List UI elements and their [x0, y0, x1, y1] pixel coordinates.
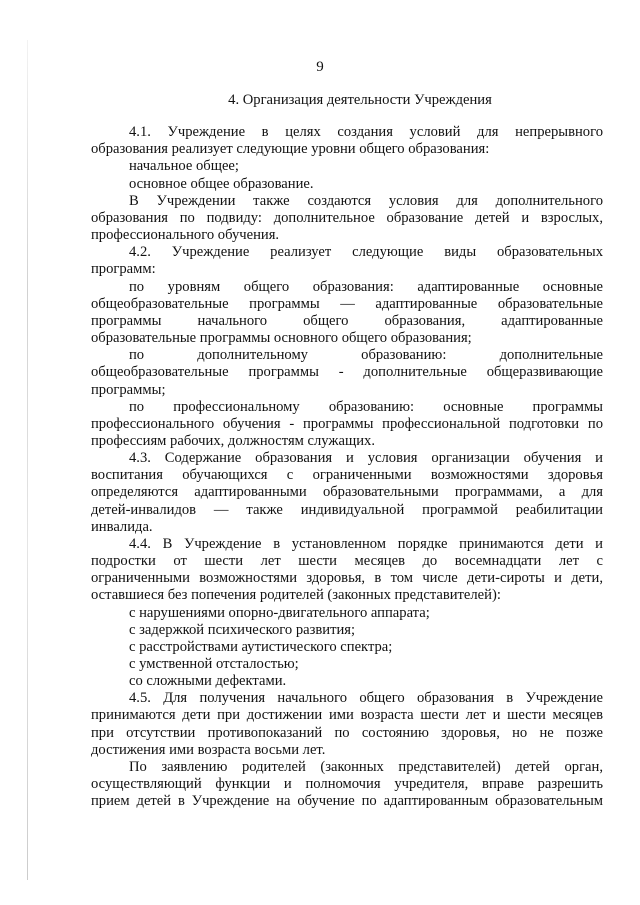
scan-edge-shadow: [27, 40, 28, 880]
text-line: подростки от шести лет шести месяцев до восемнадцати лет с: [91, 553, 603, 570]
text-line: программы начального общего образования, адаптированные: [91, 312, 603, 329]
text-line: программ:: [91, 261, 156, 278]
text-line: В Учреждении также создаются условия для дополнительного: [129, 192, 603, 209]
text-line: с умственной отсталостью;: [129, 656, 299, 672]
text-line: воспитания обучающихся с ограниченными возможностями здоровья: [91, 467, 603, 484]
text-line: с расстройствами аутистического спектра;: [129, 638, 393, 655]
text-line: прием детей в Учреждение на обучение по адаптированным образовательным: [91, 793, 603, 810]
text-line: со сложными дефектами.: [129, 673, 287, 690]
text-line: детей-инвалидов — также индивидуальной программой реабилитации: [91, 501, 603, 518]
text-line: образования реализует следующие уровни общего образования:: [91, 141, 490, 158]
text-line: общеобразовательные программы — адаптированные образовательные: [91, 295, 603, 312]
text-line: образовательные программы основного общего образования;: [91, 330, 472, 347]
text-line: образования по подвиду: дополнительное образование детей и взрослых,: [91, 209, 603, 226]
text-line: профессионального обучения - программы профессиональной подготовки по: [91, 415, 603, 432]
text-line: 4.2. Учреждение реализует следующие виды образовательных: [129, 244, 603, 261]
text-line: профессиям рабочих, должностям служащих.: [91, 432, 375, 449]
section-heading: 4. Организация деятельности Учреждения: [228, 92, 492, 108]
page-number: 9: [316, 59, 324, 75]
text-line: осуществляющий функции и полномочия учредителя, вправе разрешить: [91, 776, 603, 793]
text-line: 4.4. В Учреждение в установленном порядке принимаются дети и: [129, 535, 603, 552]
text-line: принимаются дети при достижении ими возраста шести лет и шести месяцев: [91, 707, 603, 724]
text-line: определяются адаптированными образовательными программами, а для: [91, 484, 603, 501]
text-line: 4.3. Содержание образования и условия организации обучения и: [129, 450, 603, 467]
text-line: по уровням общего образования: адаптированные основные: [129, 278, 603, 295]
text-line: профессионального обучения.: [91, 227, 280, 244]
text-line: начальное общее;: [129, 158, 239, 175]
text-line: ограниченными возможностями здоровья, в том числе дети-сироты и дети,: [91, 570, 603, 587]
text-line: инвалида.: [91, 518, 153, 535]
text-line: По заявлению родителей (законных представителей) детей орган,: [129, 758, 603, 775]
text-line: 4.1. Учреждение в целях создания условий для непрерывного: [129, 124, 603, 141]
text-line: общеобразовательные программы - дополнительные общеразвивающие: [91, 364, 603, 381]
text-line: с задержкой психического развития;: [129, 621, 356, 638]
text-line: с нарушениями опорно-двигательного аппарата;: [129, 604, 430, 621]
document-body: [91, 92, 603, 810]
text-line: по дополнительному образованию: дополнительные: [129, 347, 603, 364]
text-lines: [91, 124, 603, 810]
text-line: основное общее образование.: [129, 175, 314, 192]
text-line: при отсутствии противопоказаний по состоянию здоровья, но не позже: [91, 724, 603, 741]
text-line: по профессиональному образованию: основные программы: [129, 398, 603, 415]
text-line: достижения ими возраста восьми лет.: [91, 741, 326, 758]
text-line: оставшиеся без попечения родителей (законных представителей):: [91, 587, 501, 604]
text-line: программы;: [91, 381, 166, 398]
text-line: 4.5. Для получения начального общего образования в Учреждение: [129, 690, 603, 707]
